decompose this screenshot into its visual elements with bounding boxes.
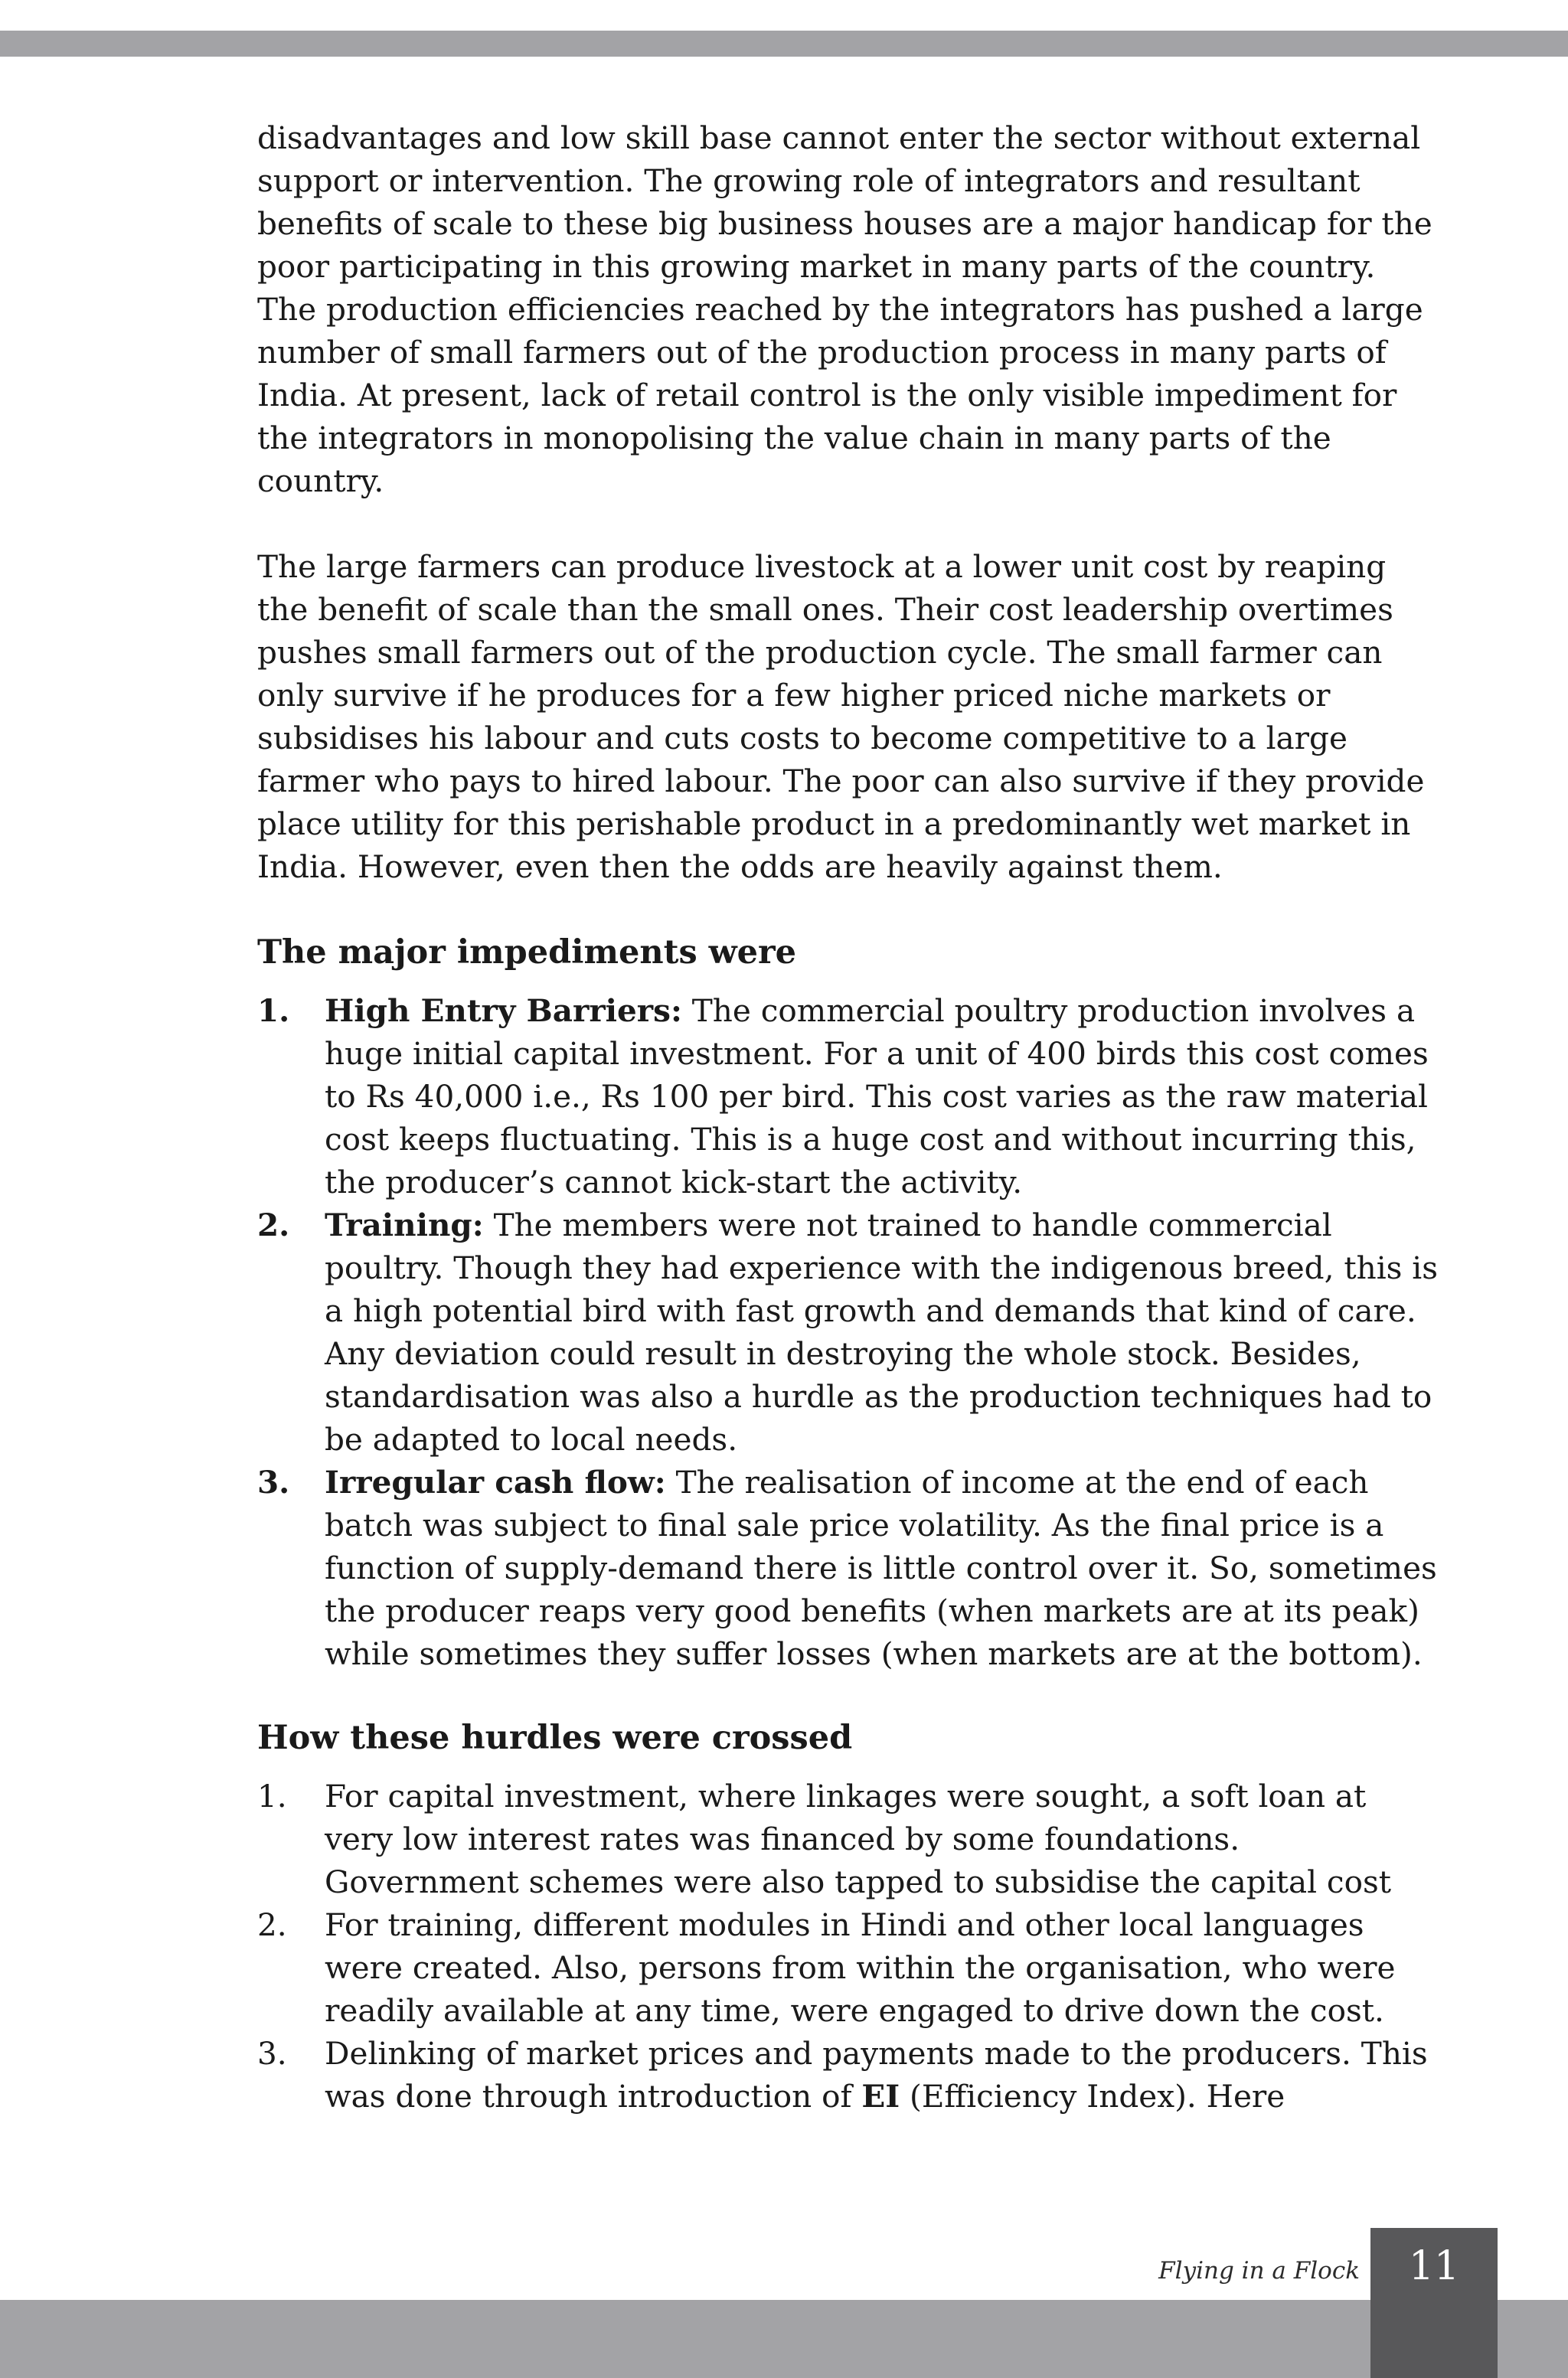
list-text: The members were not trained to handle commercial poultry. Though they had experience with the indigenous breed, this is a high potential bird with fast growth and demands that kind of care. Any deviation could result in destroying the whole stock. Besides, standardisation was also a hurdle as the production techniques had to be adapted to local needs. (325, 1207, 1439, 1458)
bottom-band (0, 2300, 1568, 2378)
impediments-list (257, 989, 1439, 1675)
page-body (257, 116, 1439, 2159)
page-number-box (1370, 2228, 1498, 2378)
page-number: 11 (1408, 2243, 1460, 2289)
list-number: 2. (257, 1207, 290, 1243)
top-band (0, 31, 1568, 57)
running-footer-title: Flying in a Flock (1158, 2257, 1360, 2285)
list-text: The realisation of income at the end of each batch was subject to final sale price volatility. As the final price is a function of supply-demand there is little control over it. So, sometimes the producer reaps very good benefits (when markets are at its peak) while sometimes they suffer losses (when markets are at the bottom). (325, 1464, 1437, 1672)
list-text: Delinking of market prices and payments made to the producers. This was done through introduction of (325, 2035, 1428, 2115)
list-number: 1. (257, 1778, 287, 1815)
list-item (257, 2032, 1439, 2118)
list-item (257, 989, 1439, 1204)
section-heading-hurdles: How these hurdles were crossed (257, 1719, 853, 1757)
list-term: Irregular cash flow: (325, 1464, 666, 1501)
hurdles-list (257, 1775, 1439, 2118)
body-paragraph: disadvantages and low skill base cannot enter the sector without external support or intervention. The growing role of integrators and resultant benefits of scale to these big business houses are a major handicap for the poor participating in this growing market in many parts of the country. The production efficiencies reached by the integrators has pushed a large number of small farmers out of the production process in many parts of India. At present, lack of retail control is the only visible impediment for the integrators in monopolising the value chain in many parts of the country. (257, 119, 1432, 499)
list-number: 3. (257, 1464, 290, 1501)
list-text: For capital investment, where linkages were sought, a soft loan at very low interest rates was financed by some foundations. Government schemes were also tapped to subsidise the capital cost (325, 1778, 1392, 1900)
list-bold-term: EI (861, 2078, 900, 2115)
list-item (257, 1903, 1439, 2032)
list-term: High Entry Barriers: (325, 992, 682, 1029)
list-text: (Efficiency Index). Here (900, 2078, 1285, 2115)
body-paragraph: The large farmers can produce livestock at a lower unit cost by reaping the benefit of scale than the small ones. Their cost leadership overtimes pushes small farmers out of the production cycle. The small farmer can only survive if he produces for a few higher priced niche markets or subsidises his labour and cuts costs to become competitive to a large farmer who pays to hired labour. The poor can also survive if they provide place utility for this perishable product in a predominantly wet market in India. However, even then the odds are heavily against them. (257, 548, 1425, 885)
list-term: Training: (325, 1207, 484, 1243)
list-number: 3. (257, 2035, 287, 2072)
list-number: 1. (257, 992, 290, 1029)
list-text: The commercial poultry production involves a huge initial capital investment. For a unit of 400 birds this cost comes to Rs 40,000 i.e., Rs 100 per bird. This cost varies as the raw material cost keeps fluctuating. This is a huge cost and without incurring this, the producer’s cannot kick-start the activity. (325, 992, 1429, 1200)
list-number: 2. (257, 1906, 287, 1943)
list-text: For training, different modules in Hindi and other local languages were created. Also, persons from within the organisation, who were readily available at any time, were engaged to drive down the cost. (325, 1906, 1396, 2029)
list-item (257, 1775, 1439, 1903)
section-heading-impediments: The major impediments were (257, 933, 797, 972)
list-item (257, 1461, 1439, 1675)
list-item (257, 1204, 1439, 1461)
